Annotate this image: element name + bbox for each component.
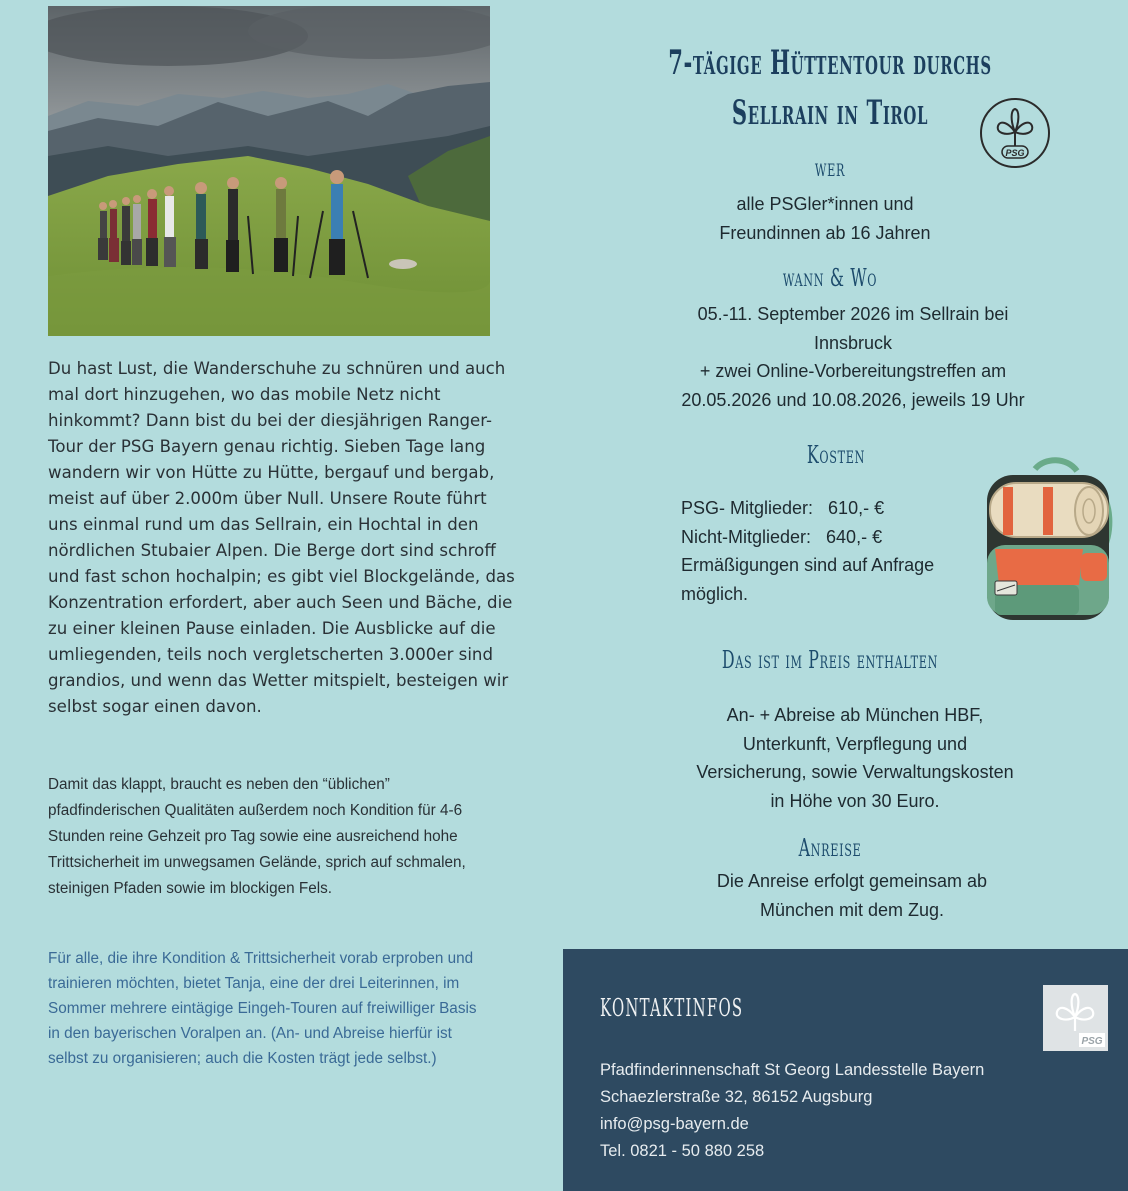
backpack-illustration (985, 457, 1115, 622)
intro-paragraph: Du hast Lust, die Wanderschuhe zu schnüren und auch mal dort hinzugehen, wo das mobile Netz nicht hinkommt? Dann bist du bei der diesjährigen Ranger-Tour der PSG Bayern genau richtig. Sieben Tage lang wandern wir von Hütte zu Hütte, bergauf und bergab, meist auf über 2.000m über Null. Unsere Route führt uns einmal rund um das Sellrain, ein Hochtal in den nördlichen Stubaier Alpen. Die Berge dort sind schroff und fast schon hochalpin; es gibt viel Blockgelände, das Konzentration erfordert, aber auch Seen und Bäche, die zu einer kleinen Pause einladen. Die Ausblicke auf die umliegenden, teils noch vergletscherten 3.000er sind grandios, und wenn das Wetter mitspielt, besteigen wir selbst sogar einen davon. (48, 359, 515, 716)
wann-line-3: + zwei Online-Vorbereitungstreffen am (699, 361, 1007, 381)
discount-line-1: Ermäßigungen sind auf Anfrage (681, 555, 935, 575)
hiking-group-photo (48, 6, 490, 336)
price-members: PSG- Mitglieder: 610,- € (681, 498, 885, 518)
anreise-line-2: München mit dem Zug. (759, 899, 945, 920)
wer-text (555, 190, 1095, 247)
discount-line-2: möglich. (681, 583, 749, 604)
wann-line-1: 05.-11. September 2026 im Sellrain bei (697, 304, 1009, 324)
contact-phone[interactable]: Tel. 0821 - 50 880 258 (600, 1142, 765, 1160)
contact-title: kontaktinfos (600, 985, 744, 1025)
included-text (585, 701, 1125, 815)
included-line-3: Versicherung, sowie Verwaltungskosten (696, 762, 1014, 782)
anreise-line-1: Die Anreise erfolgt gemeinsam ab (716, 871, 988, 891)
included-line-2: Unterkunft, Verpflegung und (742, 733, 968, 754)
psg-logo-contact (1043, 985, 1108, 1051)
kosten-heading: Kosten (806, 441, 866, 469)
psg-logo-contact-label: PSG (1081, 1036, 1103, 1047)
kosten-text (681, 494, 981, 608)
contact-box (563, 949, 1128, 1191)
wann-wo-text (583, 300, 1123, 414)
training-tours-paragraph: Für alle, die ihre Kondition & Trittsicherheit vorab erproben und trainieren möchten, bietet Tanja, eine der drei Leiterinnen, im Sommer mehrere eintägige Eingeh-Touren auf freiwilliger Basis in den bayerischen Voralpen an. (An- und Abreise hierfür ist selbst zu organisieren; auch die Kosten trägt jede selbst.) (48, 950, 477, 1067)
title-line-2: Sellrain in Tirol (731, 93, 929, 133)
anreise-text (582, 867, 1122, 924)
page-title (663, 38, 998, 138)
wann-line-4: 20.05.2026 und 10.08.2026, jeweils 19 Uhr (681, 389, 1025, 410)
included-line-1: An- + Abreise ab München HBF, (726, 705, 984, 725)
wer-heading: wer (814, 154, 846, 182)
requirements-paragraph: Damit das klappt, braucht es neben den “üblichen” pfadfinderischen Qualitäten außerdem noch Kondition für 4-6 Stunden reine Gehzeit pro Tag sowie eine ausreichend hohe Trittsicherheit im unwegsamen Gelände, sprich auf schmalen, steinigen Pfaden sowie im blockigen Fels. (48, 776, 466, 897)
included-line-4: in Höhe von 30 Euro. (770, 790, 940, 811)
wer-line-2: Freundinnen ab 16 Jahren (719, 222, 931, 243)
anreise-heading: Anreise (798, 834, 862, 862)
contact-details (600, 1057, 984, 1165)
psg-logo-label: PSG (1005, 148, 1025, 158)
contact-organisation: Pfadfinderinnenschaft St Georg Landesstelle Bayern (600, 1061, 985, 1079)
wer-line-1: alle PSGler*innen und (736, 194, 914, 214)
price-non-members: Nicht-Mitglieder: 640,- € (681, 526, 883, 547)
title-line-1: 7-tägige Hüttentour durchs (668, 43, 992, 83)
contact-email[interactable]: info@psg-bayern.de (600, 1115, 749, 1133)
included-heading: Das ist im Preis enthalten (721, 646, 939, 674)
wann-wo-heading: wann & Wo (782, 264, 878, 292)
wann-line-2: Innsbruck (813, 332, 893, 353)
contact-address: Schaezlerstraße 32, 86152 Augsburg (600, 1088, 873, 1106)
